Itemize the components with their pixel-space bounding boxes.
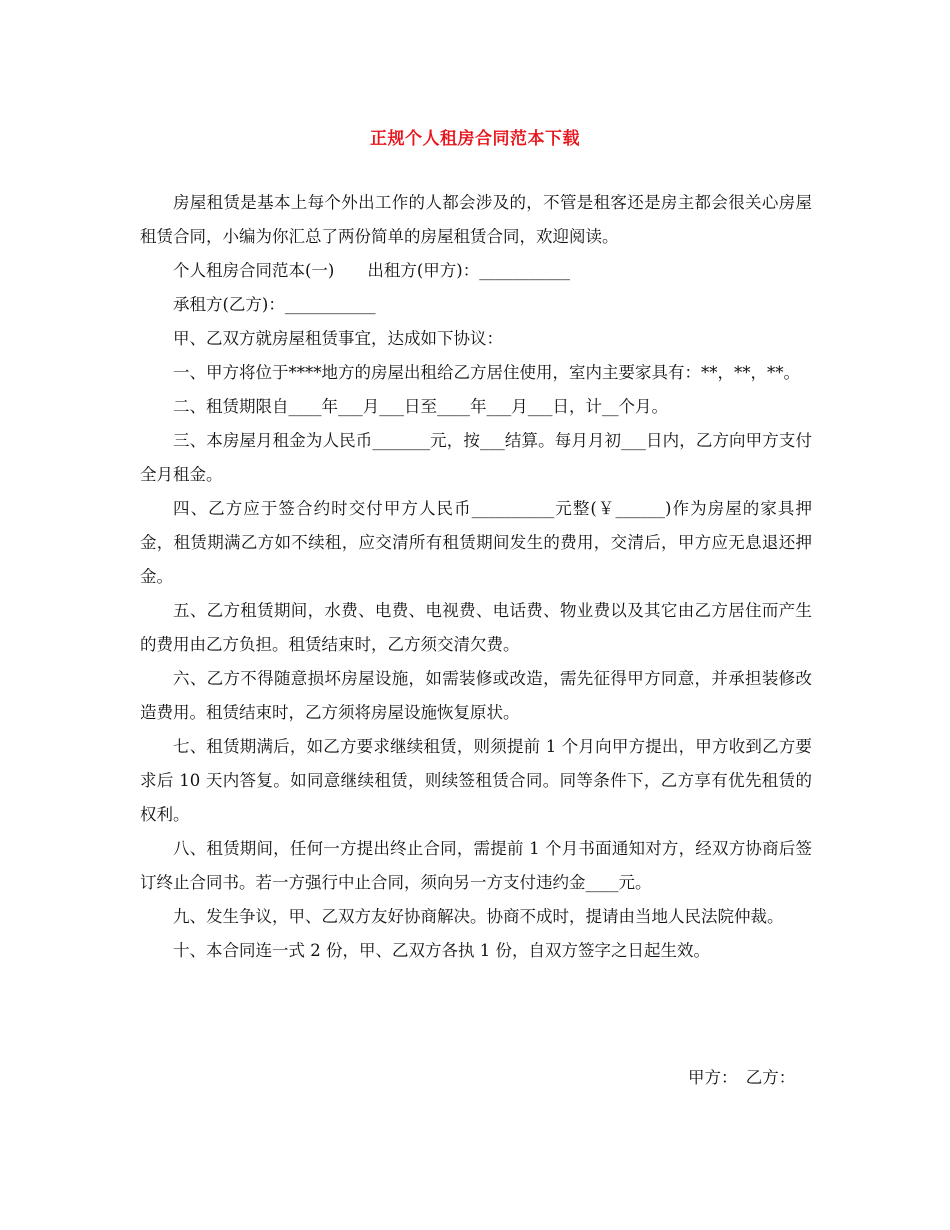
clause-1: 一、甲方将位于****地方的房屋出租给乙方居住使用，室内主要家具有：**，**，**。 <box>173 363 800 382</box>
clause-10: 十、本合同连一式 2 份，甲、乙双方各执 1 份，自双方签字之日起生效。 <box>173 941 710 960</box>
clause-7: 七、租赁期满后，如乙方要求继续租赁，则须提前 1 个月向甲方提出，甲方收到乙方要求后 10 天内答复。如同意继续租赁，则续签租赁合同。同等条件下，乙方享有优先租赁的权利。 <box>140 737 812 824</box>
paragraph-agreement: 甲、乙双方就房屋租赁事宜，达成如下协议： <box>173 329 503 348</box>
clause-4: 四、乙方应于签合约时交付甲方人民币__________元整(￥______)作为房屋的家具押金，租赁期满乙方如不续租，应交清所有租赁期间发生的费用，交清后，甲方应无息退还押金。 <box>140 499 812 586</box>
clause-2: 二、租赁期限自____年___月___日至____年___月___日，计__个月。 <box>173 397 668 416</box>
document-title: 正规个人租房合同范本下载 <box>370 129 580 149</box>
paragraph-intro: 房屋租赁是基本上每个外出工作的人都会涉及的，不管是租客还是房主都会很关心房屋租赁合同，小编为你汇总了两份简单的房屋租赁合同，欢迎阅读。 <box>140 193 812 246</box>
document-body <box>140 186 812 968</box>
paragraph-lessee: 承租方(乙方)：___________ <box>173 295 376 314</box>
signature-line: 甲方： 乙方： <box>688 1068 796 1087</box>
clause-3: 三、本房屋月租金为人民币_______元，按___结算。每月月初___日内，乙方向甲方支付全月租金。 <box>140 431 812 484</box>
clause-8: 八、租赁期间，任何一方提出终止合同，需提前 1 个月书面通知对方，经双方协商后签订终止合同书。若一方强行中止合同，须向另一方支付违约金____元。 <box>140 839 812 892</box>
clause-6: 六、乙方不得随意损坏房屋设施，如需装修或改造，需先征得甲方同意，并承担装修改造费用。租赁结束时，乙方须将房屋设施恢复原状。 <box>140 669 812 722</box>
clause-5: 五、乙方租赁期间，水费、电费、电视费、电话费、物业费以及其它由乙方居住而产生的费用由乙方负担。租赁结束时，乙方须交清欠费。 <box>140 601 812 654</box>
paragraph-template-heading: 个人租房合同范本(一) 出租方(甲方)：___________ <box>173 261 570 280</box>
clause-9: 九、发生争议，甲、乙双方友好协商解决。协商不成时，提请由当地人民法院仲裁。 <box>173 907 784 926</box>
